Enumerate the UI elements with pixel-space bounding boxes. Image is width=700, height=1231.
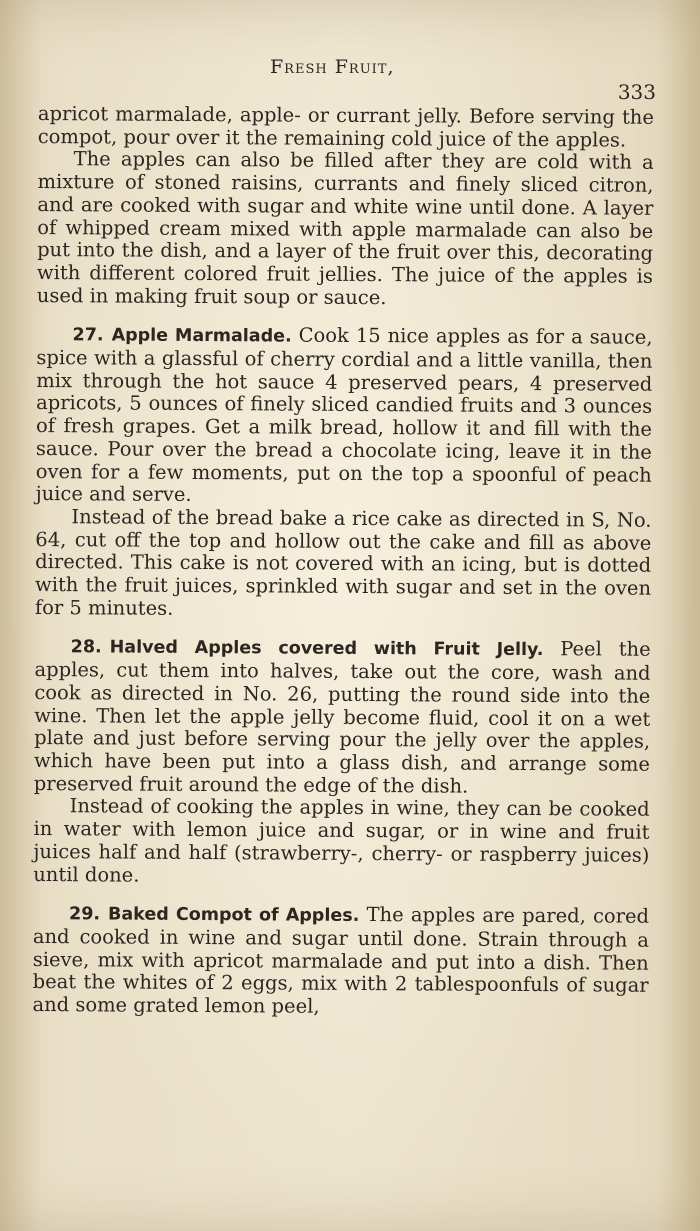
recipe-29-text: The apples are pared, cored and cooked in wine and sugar until done. Strain through a sieve, mix with apricot marmalade and put into a dish. Then beat the whites of 2 eggs, mix with 2 tablespoonfuls of sugar and some grated lemon peel, — [32, 903, 650, 1018]
recipe-29 — [32, 902, 649, 1020]
recipe-29-number: 29. — [68, 904, 101, 925]
recipe-28 — [34, 635, 651, 799]
recipe-29-title: Baked Compot of Apples. — [107, 904, 360, 927]
recipe-28-number: 28. — [70, 637, 102, 658]
recipe-28-text: Peel the apples, cut them into halves, take out the core, wash and cook as directed in No. 26, putting the round side into the wine. Then let the apple jelly become fluid, cool it on a wet plate and just before serving pour the jelly over the apples, which have been put into a glass dish, and arrange some preserved fruit around the edge of the dish. — [33, 637, 651, 798]
paragraph-continuation: apricot marmalade, apple- or currant jelly. Before serving the compot, pour over it the remaining cold juice of the apples. — [37, 102, 654, 152]
running-head: Fresh Fruit, — [270, 56, 395, 78]
paragraph-filled-apples: The apples can also be filled after they are cold with a mixture of stoned raisins, currants and finely sliced citron, and are cooked with sugar and white wine until done. A layer of whipped cream mixed with apple marmalade can also be put into the dish, and a layer of the fruit over this, decorating with different colored fruit jellies. The juice of the apples is used in making fruit soup or sauce. — [36, 147, 654, 309]
recipe-27 — [36, 323, 653, 509]
recipe-27-title: Apple Marmalade. — [111, 325, 292, 347]
recipe-28-variation: Instead of cooking the apples in wine, they can be cooked in water with lemon juice and sugar, or in wine and fruit juices half and half (strawberry-, cherry- or raspberry juices) until done. — [33, 794, 650, 887]
recipe-27-variation: Instead of the bread bake a rice cake as directed in S, No. 64, cut off the top and hollow out the cake and fill as above directed. This cake is not covered with an icing, but is dotted with the fruit juices, sprinkled with sugar and set in the oven for 5 minutes. — [34, 505, 652, 620]
recipe-27-number: 27. — [72, 325, 104, 346]
body-text — [32, 103, 654, 1020]
page-number: 333 — [617, 80, 656, 104]
recipe-28-title: Halved Apples covered with Fruit Jelly. — [109, 637, 544, 661]
recipe-27-text: Cook 15 nice apples as for a sauce, spice with a glassful of cherry cordial and a little vanilla, then mix through the hot sauce 4 preserved pears, 4 preserved apricots, 5 ounces of finely sliced candied fruits and 3 ounces of fresh grapes. Get a milk bread, hollow it and fill with the sauce. Pour over the bread a chocolate icing, leave it in the oven for a few moments, put on the top a spoonful of peach juice and serve. — [35, 323, 653, 507]
